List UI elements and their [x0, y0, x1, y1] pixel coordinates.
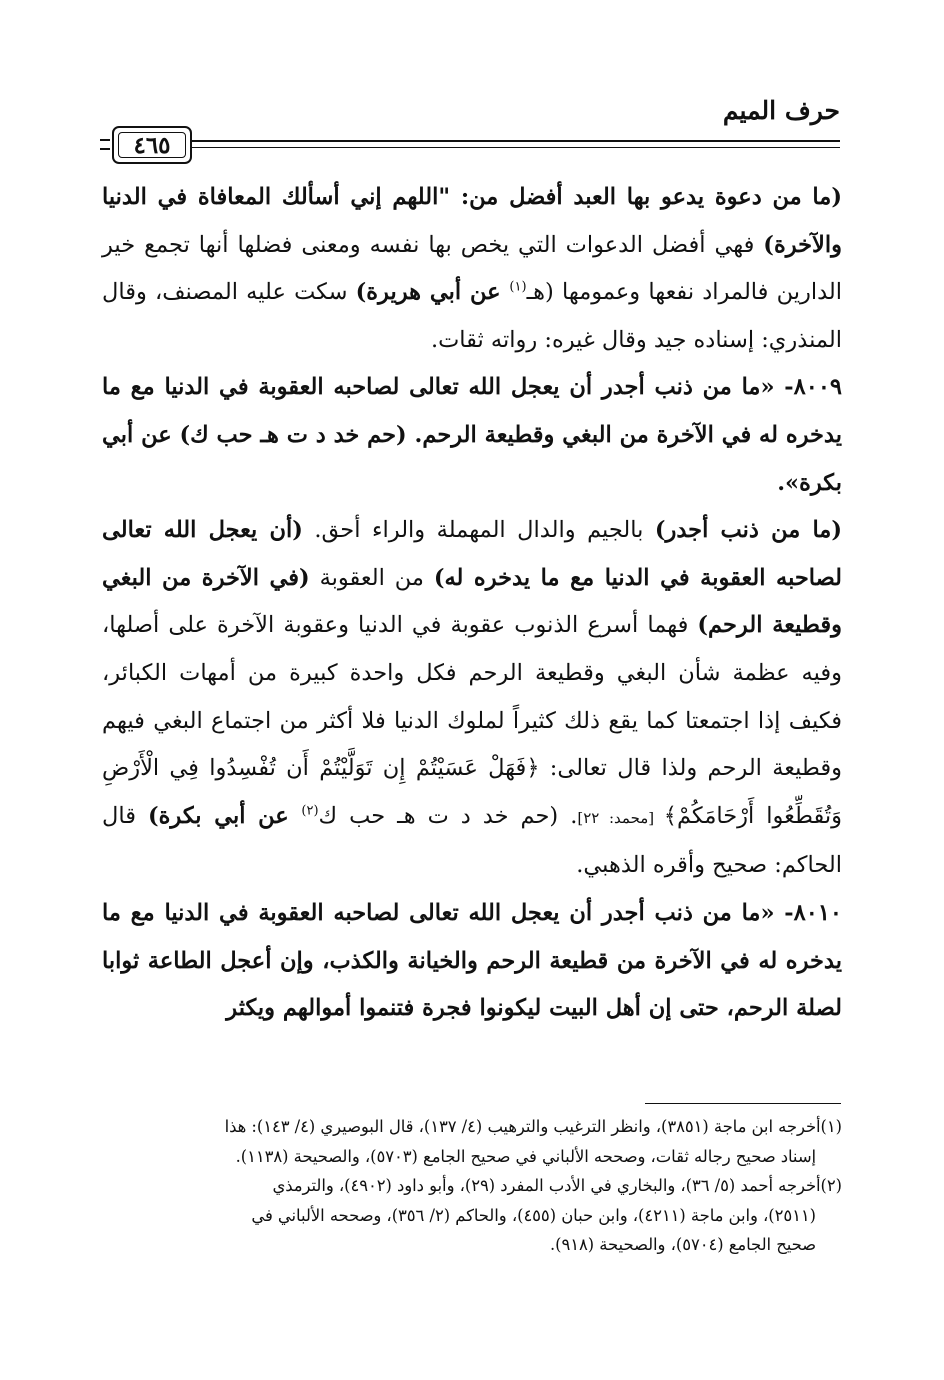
- footnote-text: صحيح الجامع (٥٧٠٤)، والصحيحة (٩١٨).: [549, 1235, 816, 1254]
- bold-text: (أن يعجل الله تعالى لصاحبه العقوبة في الدنيا مع ما يدخره له): [102, 517, 842, 591]
- footnote-2: [102, 1171, 842, 1201]
- bold-text: (ما من ذنب أجدر): [654, 517, 842, 544]
- plain-text: .: [558, 802, 578, 829]
- page-number: ٤٦٥: [133, 131, 171, 159]
- footnote-1-continued: [102, 1142, 842, 1172]
- plain-text: قال الحاكم: صحيح وأقره الذهبي.: [102, 802, 842, 879]
- plain-text: من العقوبة: [309, 564, 434, 591]
- bold-text: عن أبي بكرة): [147, 802, 302, 829]
- footnote-text: إسناد صحيح رجاله ثقات، وصححه الألباني في صحيح الجامع (٥٧٠٣)، والصحيحة (١١٣٨).: [235, 1146, 816, 1166]
- footnote-text: (٢)أخرجه أحمد (٥/ ٣٦)، والبخاري في الأدب المفرد (٢٩)، وأبو داود (٤٩٠٢)، والترمذي: [272, 1176, 842, 1195]
- plain-text: (حم خد د ت هـ حب ك: [318, 802, 559, 829]
- hadith-8009: ٨٠٠٩- «ما من ذنب أجدر أن يعجل الله تعالى لصاحبه العقوبة في الدنيا مع ما يدخره له في الآخرة من البغي وقطيعة الرحم. (حم خد د ت هـ حب ك) عن أبي بكرة».: [102, 374, 842, 496]
- bold-text: والآخرة): [763, 231, 843, 258]
- quran-verse: ﴿فَهَلْ عَسَيْتُمْ إِن تَوَلَّيْتُمْ أَن تُفْسِدُوا فِي الْأَرْضِ وَتُقَطِّعُوا أَرْحَامَكُمْ﴾: [102, 755, 842, 829]
- footnote-text: (٢٥١١)، وابن ماجة (٤٢١١)، وابن حبان (٤٥٥)، والحاكم (٢/ ٣٥٦)، وصححه الألباني في: [251, 1205, 816, 1225]
- bold-text: (في الآخرة من البغي وقطيعة الرحم): [102, 564, 842, 639]
- plain-text: المصنف، وقال المنذري: إسناده جيد وقال غيره: رواته ثقات.: [102, 279, 842, 353]
- ornament-double-dash: [100, 139, 110, 150]
- footnote-marker: (١): [509, 279, 527, 295]
- footnote-2-continued: [102, 1201, 842, 1231]
- footnote-marker: (٢): [301, 803, 319, 819]
- footnote-1: [102, 1112, 842, 1142]
- verse-reference: [محمد: ٢٢]: [577, 808, 664, 827]
- page-number-box: [112, 126, 192, 164]
- commentary-paragraph-1: [102, 174, 842, 364]
- footnote-text: (١)أخرجه ابن ماجة (٣٨٥١)، وانظر الترغيب والترهيب (٤/ ١٣٧)، قال البوصيري (٤/ ١٤٣): هذا: [224, 1117, 842, 1136]
- header-rule-thin: [190, 147, 840, 148]
- page-number-frame: [100, 126, 196, 162]
- plain-text: بالجيم والدال المهملة والراء أحق.: [302, 517, 655, 544]
- plain-text: سكت عليه: [246, 279, 356, 306]
- main-text: [102, 174, 842, 1033]
- footnote-separator: [645, 1103, 841, 1104]
- plain-text: فهي أفضل الدعوات التي يخص بها نفسه ومعنى فضلها أنها تجمع: [144, 231, 764, 258]
- commentary-paragraph-2: [102, 507, 842, 890]
- footnotes: [102, 1112, 842, 1260]
- hadith-8010: ٨٠١٠- «ما من ذنب أجدر أن يعجل الله تعالى لصاحبه العقوبة في الدنيا مع ما يدخره له في الآخرة من قطيعة الرحم والخيانة والكذب، وإن أعجل الطاعة ثوابا لصلة الرحم، حتى إن أهل البيت ليكونوا فجرة فتنموا أموالهم ويكثر: [102, 899, 842, 1022]
- bold-text: عن أبي هريرة): [355, 279, 510, 306]
- bold-text: (ما من دعوة يدعو بها العبد أفضل من: "اللهم إني أسألك المعافاة في الدنيا: [102, 184, 842, 210]
- plain-text: خير الدارين فالمراد نفعها وعمومها (هـ: [102, 231, 843, 306]
- footnote-2-continued: [102, 1230, 842, 1260]
- plain-text: فهما أسرع الذنوب عقوبة في الدنيا وعقوبة الآخرة على أصلها، وفيه عظمة شأن البغي وقطيعة الرحم فكل واحدة كبيرة من أمهات الكبائر، فكيف إذا اجتمعتا كما يقع ذلك كثيراً لملوك الدنيا فلا أكثر من اجتماع البغي فيهم وقطيعة الرحم ولذا قال تعالى:: [102, 612, 842, 782]
- header-rule-thick: [190, 140, 840, 142]
- running-head: حرف الميم: [722, 96, 840, 125]
